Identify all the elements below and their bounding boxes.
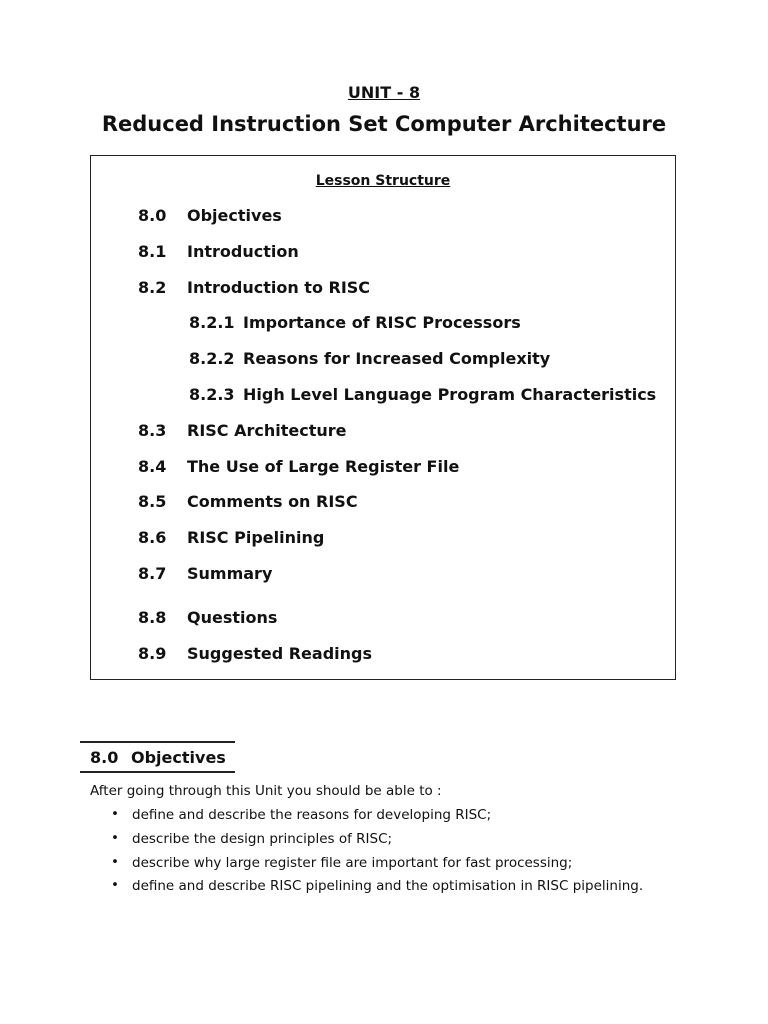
toc-label: Summary [187, 564, 273, 583]
toc-number: 8.6 [138, 528, 167, 547]
toc-number: 8.7 [138, 564, 167, 583]
toc-label: High Level Language Program Characteristics [243, 385, 657, 404]
toc-number: 8.2.1 [189, 313, 235, 332]
toc-subitem [189, 313, 521, 332]
toc-label: Importance of RISC Processors [243, 313, 521, 332]
objectives-section-heading [80, 741, 235, 773]
lesson-structure-heading: Lesson Structure [315, 173, 451, 189]
lesson-structure-box [90, 155, 676, 680]
toc-item [138, 564, 272, 583]
toc-item [138, 206, 282, 225]
toc-label: RISC Architecture [187, 421, 347, 440]
document-title: Reduced Instruction Set Computer Architecture [101, 112, 667, 136]
section-number: 8.0 [90, 748, 119, 767]
toc-number: 8.8 [138, 608, 167, 627]
toc-item [138, 608, 277, 627]
unit-label: UNIT - 8 [347, 83, 421, 102]
toc-number: 8.5 [138, 492, 167, 511]
toc-label: Comments on RISC [187, 492, 358, 511]
toc-number: 8.2.2 [189, 349, 235, 368]
toc-label: Introduction to RISC [187, 278, 371, 297]
toc-label: RISC Pipelining [187, 528, 325, 547]
toc-item [138, 644, 372, 663]
bullet-icon: • [111, 877, 119, 893]
toc-number: 8.0 [138, 206, 167, 225]
toc-item [138, 278, 370, 297]
bullet-icon: • [111, 806, 119, 822]
toc-item [138, 242, 299, 261]
list-item: define and describe RISC pipelining and the optimisation in RISC pipelining. [132, 878, 644, 894]
toc-label: Suggested Readings [187, 644, 372, 663]
toc-item [138, 457, 459, 476]
toc-label: Reasons for Increased Complexity [243, 349, 551, 368]
toc-item [138, 421, 347, 440]
list-item: define and describe the reasons for developing RISC; [132, 807, 492, 823]
toc-subitem [189, 385, 656, 404]
toc-label: Introduction [187, 242, 299, 261]
toc-number: 8.1 [138, 242, 167, 261]
bullet-icon: • [111, 830, 119, 846]
bullet-icon: • [111, 854, 119, 870]
toc-number: 8.9 [138, 644, 167, 663]
toc-number: 8.4 [138, 457, 167, 476]
toc-item [138, 492, 358, 511]
toc-number: 8.3 [138, 421, 167, 440]
objectives-intro: After going through this Unit you should be able to : [90, 783, 442, 799]
section-title: Objectives [131, 748, 226, 767]
list-item: describe the design principles of RISC; [132, 831, 393, 847]
toc-label: The Use of Large Register File [187, 457, 460, 476]
toc-number: 8.2 [138, 278, 167, 297]
list-item: describe why large register file are important for fast processing; [132, 855, 573, 871]
toc-subitem [189, 349, 550, 368]
toc-item [138, 528, 324, 547]
toc-label: Questions [187, 608, 278, 627]
toc-number: 8.2.3 [189, 385, 235, 404]
toc-label: Objectives [187, 206, 282, 225]
